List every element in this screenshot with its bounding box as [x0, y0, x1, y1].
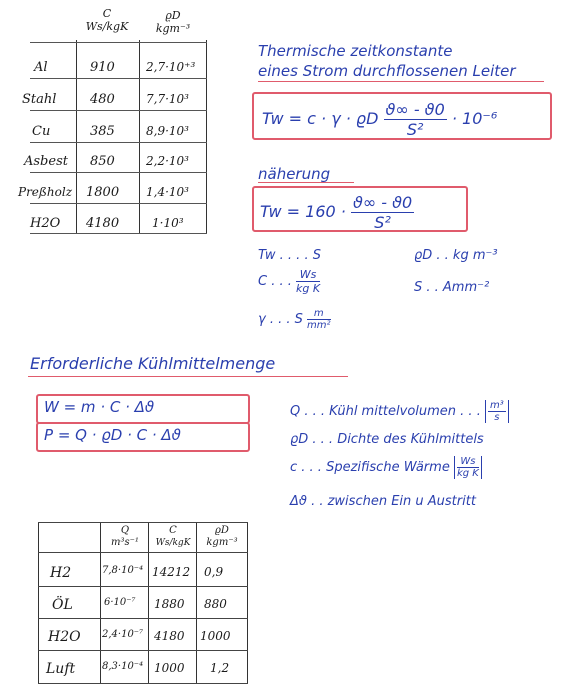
- row-material: H2O: [30, 216, 61, 231]
- row-medium: Luft: [46, 661, 76, 677]
- row-rho: 2,2·10³: [146, 154, 189, 168]
- row-c: 385: [90, 124, 115, 139]
- row-material: Cu: [32, 124, 51, 139]
- unit-s: S . . Amm⁻²: [414, 280, 490, 295]
- section1-title-line1: Thermische zeitkonstante: [258, 42, 453, 60]
- row-rho: 2,7·10⁺³: [146, 60, 196, 74]
- header-q-unit: m³s⁻¹: [111, 537, 139, 548]
- section2-underline: [28, 376, 348, 377]
- header-rho-unit: kgm⁻³: [206, 537, 238, 548]
- row-material: Al: [34, 60, 48, 75]
- row-rho: 880: [204, 597, 227, 611]
- row-q: 7,8·10⁻⁴: [102, 565, 144, 576]
- def-delta: Δϑ . . zwischen Ein u Austritt: [290, 494, 476, 509]
- header-rho-unit: kgm⁻³: [155, 22, 191, 35]
- row-c: 480: [90, 92, 115, 107]
- row-c: 14212: [152, 565, 191, 579]
- formula-fraction: $\frac{ϑ\infty - ϑ0}{\text{S²}}$: [385, 100, 445, 139]
- header-c: C: [102, 7, 112, 20]
- row-medium: ÖL: [52, 597, 73, 613]
- unit-rho: ϱD . . kg m⁻³: [414, 248, 498, 263]
- table-row: [12, 146, 207, 178]
- header-c-unit: Ws/kgK: [155, 538, 191, 548]
- def-rho: ϱD . . . Dichte des Kühlmittels: [290, 432, 484, 447]
- section2-title: Erforderliche Kühlmittelmenge: [30, 354, 276, 373]
- table-rule: [38, 522, 248, 523]
- header-rho: ϱD: [215, 525, 229, 536]
- row-q: 8,3·10⁻⁴: [102, 661, 144, 672]
- row-rho: 0,9: [204, 565, 224, 579]
- table-row: [12, 84, 207, 116]
- row-rho: 7,7·10³: [146, 92, 189, 106]
- header-c: C: [169, 525, 177, 536]
- table-row: [38, 652, 248, 686]
- approx-lhs: Tw = 160 ·: [260, 202, 346, 221]
- table-row: [12, 116, 207, 148]
- table-row: [12, 177, 207, 209]
- header-q: Q: [120, 525, 130, 536]
- row-c: 1800: [86, 185, 120, 200]
- row-material: Asbest: [24, 154, 68, 169]
- table-rule: [38, 552, 248, 553]
- row-rho: 1000: [200, 629, 231, 643]
- approx-fraction: $\frac{ϑ\infty - ϑ0}{\text{S²}}$: [352, 193, 413, 232]
- def-q: Q . . . Kühl mittelvolumen . . . $\frac{\text{m³}}{s}$: [290, 400, 509, 423]
- row-rho: 8,9·10³: [146, 124, 189, 138]
- material-table: [12, 8, 207, 234]
- row-q: 6·10⁻⁷: [104, 597, 136, 608]
- row-c: 850: [90, 154, 115, 169]
- row-rho: 1,2: [210, 661, 230, 675]
- table-row: [12, 208, 207, 240]
- formula-tw: [262, 100, 497, 139]
- title-underline: [258, 81, 544, 82]
- table-row: [12, 52, 207, 84]
- table-row: [38, 556, 248, 590]
- formula-p: P = Q · ϱD · C · Δϑ: [44, 426, 181, 444]
- formula-approx: [260, 193, 414, 232]
- formula-factor: · 10⁻⁶: [451, 109, 498, 128]
- row-rho: 1·10³: [152, 216, 184, 230]
- coolant-table: [38, 522, 248, 684]
- approx-underline: [258, 182, 354, 183]
- row-c: 4180: [86, 216, 120, 231]
- row-c: 4180: [154, 629, 185, 643]
- row-c: 1880: [154, 597, 185, 611]
- row-c: 910: [90, 60, 115, 75]
- row-material: Preßholz: [18, 185, 73, 199]
- table-rule: [30, 42, 207, 43]
- unit-tw: Tw . . . . S: [258, 248, 321, 263]
- def-c: c . . . Spezifische Wärme $\frac{Ws}{\text{kg K}}$: [290, 456, 482, 479]
- header-rho: ϱD: [165, 9, 181, 22]
- header-c-unit: Ws/kgK: [85, 20, 129, 33]
- formula-w: W = m · C · Δϑ: [44, 398, 155, 416]
- row-q: 2,4·10⁻⁷: [102, 629, 144, 640]
- row-medium: H2O: [48, 629, 81, 645]
- approx-label: näherung: [258, 165, 331, 183]
- unit-gamma: γ . . . S $\frac{m}{\text{mm²}}$: [258, 308, 331, 331]
- row-medium: H2: [50, 565, 72, 581]
- section1-title-line2: eines Strom durchflossenen Leiter: [258, 62, 516, 80]
- row-c: 1000: [154, 661, 185, 675]
- row-rho: 1,4·10³: [146, 185, 189, 199]
- table-row: [38, 620, 248, 654]
- formula-mid: c · γ · ϱD: [307, 109, 379, 128]
- unit-c: C . . . $\frac{Ws}{\text{kg K}}$: [258, 268, 321, 295]
- row-material: Stahl: [22, 92, 57, 107]
- table-row: [38, 588, 248, 622]
- formula-lhs: Tw =: [262, 109, 303, 128]
